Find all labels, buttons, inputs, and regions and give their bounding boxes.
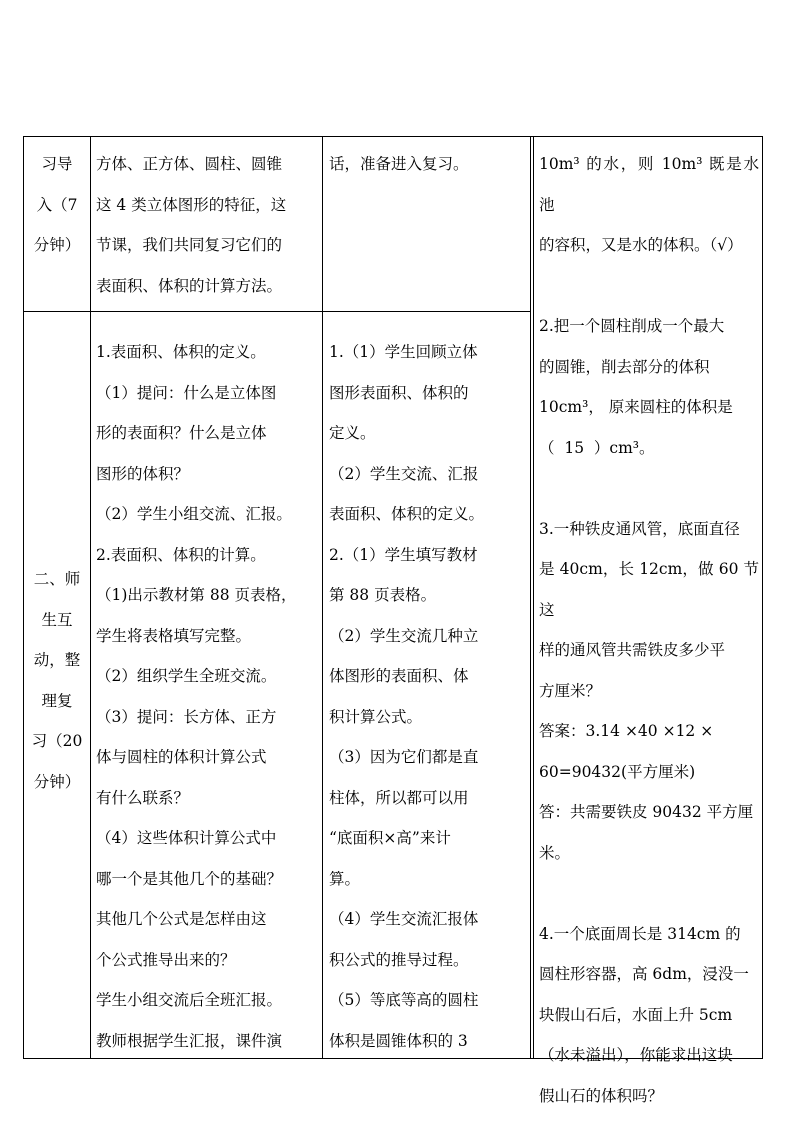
exercise-line: 方厘米？ — [539, 681, 602, 700]
table-border-top — [23, 136, 763, 137]
row2-teacher-line: （3）提问：长方体、正方 — [96, 707, 277, 726]
exercise-line: （水未溢出），你能求出这块 — [539, 1046, 733, 1064]
exercise-line: 3.一种铁皮通风管，底面直径 — [539, 519, 740, 538]
exercise-line: 10cm³， 原来圆柱的体积是 — [539, 398, 733, 416]
row2-stage-line: 分钟） — [33, 772, 81, 791]
exercise-line: 的圆锥，削去部分的体积 — [539, 357, 710, 376]
exercise-line: 4.一个底面周长是 314cm 的 — [539, 924, 741, 943]
exercise-line: （ 15 ）cm³。 — [539, 438, 655, 457]
row2-student-line: 第 88 页表格。 — [329, 586, 437, 604]
row2-stage-line: 二、师 — [33, 570, 81, 588]
exercise-line: 是 40cm，长 12cm，做 60 节这 — [539, 560, 759, 619]
exercise-line: 答案：3.14 ×40 ×12 × — [539, 722, 714, 740]
row2-student-line: （4）学生交流汇报体 — [329, 910, 479, 928]
row2-teacher-line: 形的表面积？什么是立体 — [96, 424, 267, 442]
exercise-line: 假山石的体积吗？ — [539, 1086, 664, 1105]
row-divider — [23, 311, 531, 312]
column-divider-2 — [322, 136, 323, 1059]
row2-stage-line: 理复 — [41, 691, 73, 710]
row2-student-line: （2）学生交流、汇报 — [329, 464, 479, 483]
row2-teacher-line: 图形的体积？ — [96, 464, 190, 483]
row2-student-line: 2.（1）学生填写教材 — [329, 545, 478, 564]
exercise-line: 答：共需要铁皮 90432 平方厘 — [539, 803, 754, 821]
row2-teacher-line: （4）这些体积计算公式中 — [96, 829, 277, 847]
row2-teacher-line: （1)出示教材第 88 页表格， — [96, 586, 297, 604]
row2-teacher-cell — [96, 332, 320, 1059]
row2-teacher-line: 教师根据学生汇报，课件演 — [96, 1031, 283, 1050]
exercise-line: 10m³ 的水，则 10m³ 既是水池 — [539, 155, 759, 214]
row1-teacher-line: 表面积、体积的计算方法。 — [96, 276, 283, 295]
row2-teacher-line: （2）学生小组交流、汇报。 — [96, 505, 292, 523]
row2-student-line: 算。 — [329, 869, 361, 888]
exercise-line: 60=90432(平方厘米) — [539, 762, 696, 781]
column-divider-3b — [533, 136, 534, 1059]
exercise-blank-line — [539, 468, 759, 509]
row2-student-line: （5）等底等高的圆柱 — [329, 991, 479, 1009]
row2-student-line: 柱体，所以都可以用 — [329, 788, 469, 807]
exercise-line: 圆柱形容器，高 6dm，浸没一 — [539, 965, 749, 983]
row2-teacher-line: 2.表面积、体积的计算。 — [96, 545, 266, 564]
row2-stage-line: 生互 — [41, 610, 73, 629]
exercise-blank-line — [539, 873, 759, 914]
row2-teacher-line: 体与圆柱的体积计算公式 — [96, 748, 267, 766]
row2-student-line: 1.（1）学生回顾立体 — [329, 343, 478, 361]
row2-stage-cell — [25, 559, 89, 802]
row2-student-line: 体图形的表面积、体 — [329, 667, 469, 685]
row2-teacher-line: 有什么联系？ — [96, 788, 190, 807]
row1-student-cell — [329, 144, 527, 185]
row2-stage-line: 习（20 — [31, 732, 83, 750]
row2-student-line: 积计算公式。 — [329, 707, 423, 726]
row1-student-line: 话，准备进入复习。 — [329, 155, 469, 173]
lesson-plan-table — [23, 136, 763, 1105]
column-divider-3 — [530, 136, 531, 1059]
row2-student-line: 积公式的推导过程。 — [329, 950, 469, 969]
row1-stage-line: 分钟） — [33, 236, 81, 254]
column-divider-1 — [90, 136, 91, 1059]
row1-teacher-line: 这 4 类立体图形的特征，这 — [96, 195, 287, 214]
row2-teacher-line: 学生小组交流后全班汇报。 — [96, 991, 283, 1009]
row2-teacher-line: 1.表面积、体积的定义。 — [96, 343, 266, 361]
table-border-left — [23, 136, 24, 1059]
row2-teacher-line: 哪一个是其他几个的基础？ — [96, 869, 283, 888]
row1-teacher-line: 方体、正方体、圆柱、圆锥 — [96, 155, 283, 173]
exercise-blank-line — [539, 266, 759, 307]
row2-student-line: 定义。 — [329, 424, 376, 442]
row2-teacher-line: （2）组织学生全班交流。 — [96, 667, 277, 685]
row2-teacher-line: 个公式推导出来的？ — [96, 950, 236, 969]
row2-teacher-line: （1）提问：什么是立体图 — [96, 383, 277, 402]
row2-stage-line: 动，整 — [33, 651, 81, 669]
row1-stage-cell — [25, 144, 89, 266]
row1-stage-line: 习导 — [41, 155, 73, 173]
row1-teacher-line: 节课，我们共同复习它们的 — [96, 236, 283, 254]
exercise-line: 块假山石后，水面上升 5cm — [539, 1005, 733, 1024]
row2-student-line: （3）因为它们都是直 — [329, 748, 479, 766]
table-border-right — [762, 136, 763, 1059]
exercise-line: 米。 — [539, 843, 571, 862]
exercise-line: 样的通风管共需铁皮多少平 — [539, 641, 726, 659]
row2-teacher-line: 学生将表格填写完整。 — [96, 626, 252, 645]
exercise-line: 2.把一个圆柱削成一个最大 — [539, 317, 725, 335]
row2-student-line: 体积是圆锥体积的 3 — [329, 1031, 468, 1050]
row2-student-line: （2）学生交流几种立 — [329, 626, 479, 645]
row2-student-cell — [329, 332, 527, 1059]
exercise-cell — [539, 144, 759, 1105]
row1-stage-line: 入（7 — [36, 195, 78, 214]
row2-teacher-line: 其他几个公式是怎样由这 — [96, 910, 267, 928]
row2-student-line: “底面积×高”来计 — [329, 829, 451, 847]
row2-student-line: 图形表面积、体积的 — [329, 383, 469, 402]
row2-student-line: 表面积、体积的定义。 — [329, 505, 485, 523]
exercise-line: 的容积，又是水的体积。（√） — [539, 236, 743, 254]
row1-teacher-cell — [96, 144, 318, 306]
